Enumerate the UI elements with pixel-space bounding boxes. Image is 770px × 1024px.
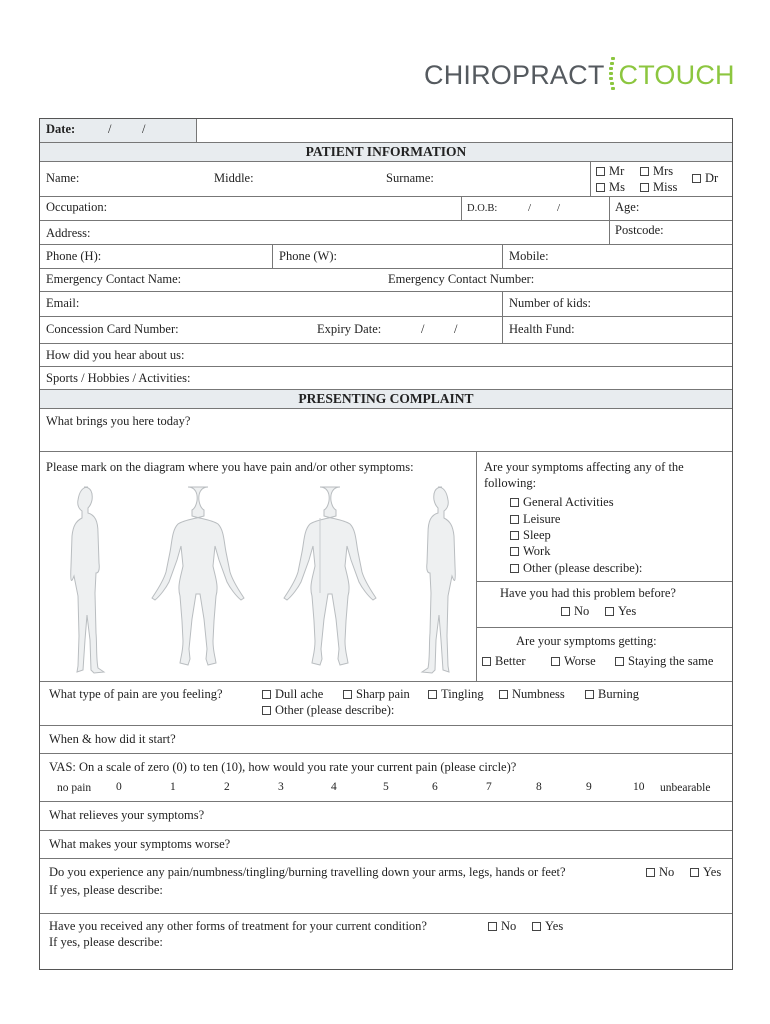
date-sep: /: [142, 122, 146, 136]
pain-numbness[interactable]: Numbness: [499, 687, 565, 702]
pain-dull[interactable]: Dull ache: [262, 687, 323, 702]
checkbox[interactable]: [605, 607, 614, 616]
name-label: Name:: [46, 171, 80, 185]
vas-scale-value[interactable]: 3: [278, 781, 284, 793]
dob-label: D.O.B:: [467, 203, 498, 214]
vas-scale-value[interactable]: 8: [536, 781, 542, 793]
phone-work-label: Phone (W):: [279, 249, 337, 263]
vas-scale-value[interactable]: 0: [116, 781, 122, 793]
dob-sep: /: [557, 202, 561, 214]
vas-scale-value[interactable]: 7: [486, 781, 492, 793]
body-front-figure[interactable]: [128, 483, 248, 675]
dob-sep: /: [528, 202, 532, 214]
pain-type-label: What type of pain are you feeling?: [49, 687, 223, 701]
concession-label: Concession Card Number:: [46, 322, 179, 336]
expiry-label: Expiry Date:: [317, 322, 382, 336]
checkbox[interactable]: [646, 868, 655, 877]
treatment-describe-label: If yes, please describe:: [49, 935, 163, 949]
vas-scale-value[interactable]: 2: [224, 781, 230, 793]
checkbox[interactable]: [428, 690, 437, 699]
patient-form: [39, 118, 733, 970]
logo-text-touch: TOUCH: [638, 60, 735, 90]
title-dr[interactable]: Dr: [692, 171, 718, 186]
date-sep: /: [108, 122, 112, 136]
middle-label: Middle:: [214, 171, 254, 185]
patient-info-heading: PATIENT INFORMATION: [305, 144, 467, 159]
mobile-label: Mobile:: [509, 249, 549, 263]
before-yes[interactable]: Yes: [605, 604, 636, 619]
vas-scale-value[interactable]: 6: [432, 781, 438, 793]
treatment-label: Have you received any other forms of treatment for your current condition?: [49, 919, 427, 933]
treatment-yes[interactable]: Yes: [532, 919, 563, 934]
affecting-label-2: following:: [484, 476, 537, 490]
checkbox[interactable]: [488, 922, 497, 931]
pain-other[interactable]: Other (please describe):: [262, 703, 394, 718]
checkbox[interactable]: [551, 657, 560, 666]
checkbox[interactable]: [532, 922, 541, 931]
vas-scale-value[interactable]: 1: [170, 781, 176, 793]
spine-icon: [606, 56, 618, 92]
pain-burning[interactable]: Burning: [585, 687, 639, 702]
affect-work[interactable]: Work: [510, 544, 550, 559]
age-label: Age:: [615, 200, 640, 214]
checkbox[interactable]: [510, 531, 519, 540]
surname-label: Surname:: [386, 171, 434, 185]
relieves-label: What relieves your symptoms?: [49, 808, 205, 822]
phone-home-label: Phone (H):: [46, 249, 102, 263]
affect-sleep[interactable]: Sleep: [510, 528, 551, 543]
getting-label: Are your symptoms getting:: [516, 634, 657, 648]
title-mrs[interactable]: Mrs: [640, 164, 673, 179]
affect-leisure[interactable]: Leisure: [510, 512, 560, 527]
checkbox[interactable]: [482, 657, 491, 666]
logo-text-chiropract: CHIROPRACT: [424, 60, 605, 90]
travel-no[interactable]: No: [646, 865, 674, 880]
start-label: When & how did it start?: [49, 732, 176, 746]
vas-no-pain: no pain: [57, 782, 92, 794]
checkbox[interactable]: [510, 515, 519, 524]
checkbox[interactable]: [596, 167, 605, 176]
checkbox[interactable]: [510, 498, 519, 507]
vas-scale-value[interactable]: 4: [331, 781, 337, 793]
presenting-complaint-heading: PRESENTING COMPLAINT: [298, 391, 474, 406]
travel-label: Do you experience any pain/numbness/tingling/burning travelling down your arms, legs, hands or feet?: [49, 865, 566, 879]
vas-scale-value[interactable]: 5: [383, 781, 389, 793]
date-label: Date:: [46, 122, 76, 136]
logo-text-c: C: [618, 60, 639, 90]
title-ms[interactable]: Ms: [596, 180, 625, 195]
checkbox[interactable]: [640, 167, 649, 176]
body-side-right-figure[interactable]: [412, 483, 472, 675]
email-label: Email:: [46, 296, 80, 310]
vas-scale-value[interactable]: 9: [586, 781, 592, 793]
brings-label: What brings you here today?: [46, 414, 191, 428]
title-miss[interactable]: Miss: [640, 180, 677, 195]
checkbox[interactable]: [596, 183, 605, 192]
postcode-label: Postcode:: [615, 223, 664, 237]
treatment-no[interactable]: No: [488, 919, 516, 934]
checkbox[interactable]: [510, 564, 519, 573]
sports-label: Sports / Hobbies / Activities:: [46, 371, 191, 385]
checkbox[interactable]: [343, 690, 352, 699]
occupation-label: Occupation:: [46, 200, 108, 214]
body-side-left-figure[interactable]: [54, 483, 114, 675]
kids-label: Number of kids:: [509, 296, 591, 310]
getting-worse[interactable]: Worse: [551, 654, 596, 669]
chiropractic-touch-logo: [424, 56, 735, 92]
expiry-sep: /: [454, 322, 458, 336]
diagram-label: Please mark on the diagram where you have pain and/or other symptoms:: [46, 460, 414, 474]
vas-unbearable: unbearable: [660, 782, 711, 794]
checkbox[interactable]: [690, 868, 699, 877]
travel-describe-label: If yes, please describe:: [49, 883, 163, 897]
emergency-name-label: Emergency Contact Name:: [46, 272, 182, 286]
checkbox[interactable]: [640, 183, 649, 192]
expiry-sep: /: [421, 322, 425, 336]
affecting-label: Are your symptoms affecting any of the: [484, 460, 684, 474]
getting-same[interactable]: Staying the same: [615, 654, 713, 669]
health-fund-label: Health Fund:: [509, 322, 575, 336]
title-mr[interactable]: Mr: [596, 164, 624, 179]
address-label: Address:: [46, 226, 91, 240]
hear-label: How did you hear about us:: [46, 348, 185, 362]
checkbox[interactable]: [561, 607, 570, 616]
body-back-figure[interactable]: [260, 483, 380, 675]
affect-general[interactable]: General Activities: [510, 495, 614, 510]
worse-label: What makes your symptoms worse?: [49, 837, 231, 851]
checkbox[interactable]: [262, 690, 271, 699]
vas-label: VAS: On a scale of zero (0) to ten (10), how would you rate your current pain (please circle)?: [49, 760, 517, 774]
checkbox[interactable]: [692, 174, 701, 183]
getting-better[interactable]: Better: [482, 654, 526, 669]
vas-scale-value[interactable]: 10: [633, 781, 645, 793]
pain-sharp[interactable]: Sharp pain: [343, 687, 410, 702]
before-label: Have you had this problem before?: [500, 586, 676, 600]
checkbox[interactable]: [262, 706, 271, 715]
pain-tingling[interactable]: Tingling: [428, 687, 484, 702]
before-no[interactable]: No: [561, 604, 589, 619]
emergency-number-label: Emergency Contact Number:: [388, 272, 535, 286]
checkbox[interactable]: [615, 657, 624, 666]
checkbox[interactable]: [499, 690, 508, 699]
checkbox[interactable]: [510, 547, 519, 556]
checkbox[interactable]: [585, 690, 594, 699]
travel-yes[interactable]: Yes: [690, 865, 721, 880]
affect-other[interactable]: Other (please describe):: [510, 561, 642, 576]
